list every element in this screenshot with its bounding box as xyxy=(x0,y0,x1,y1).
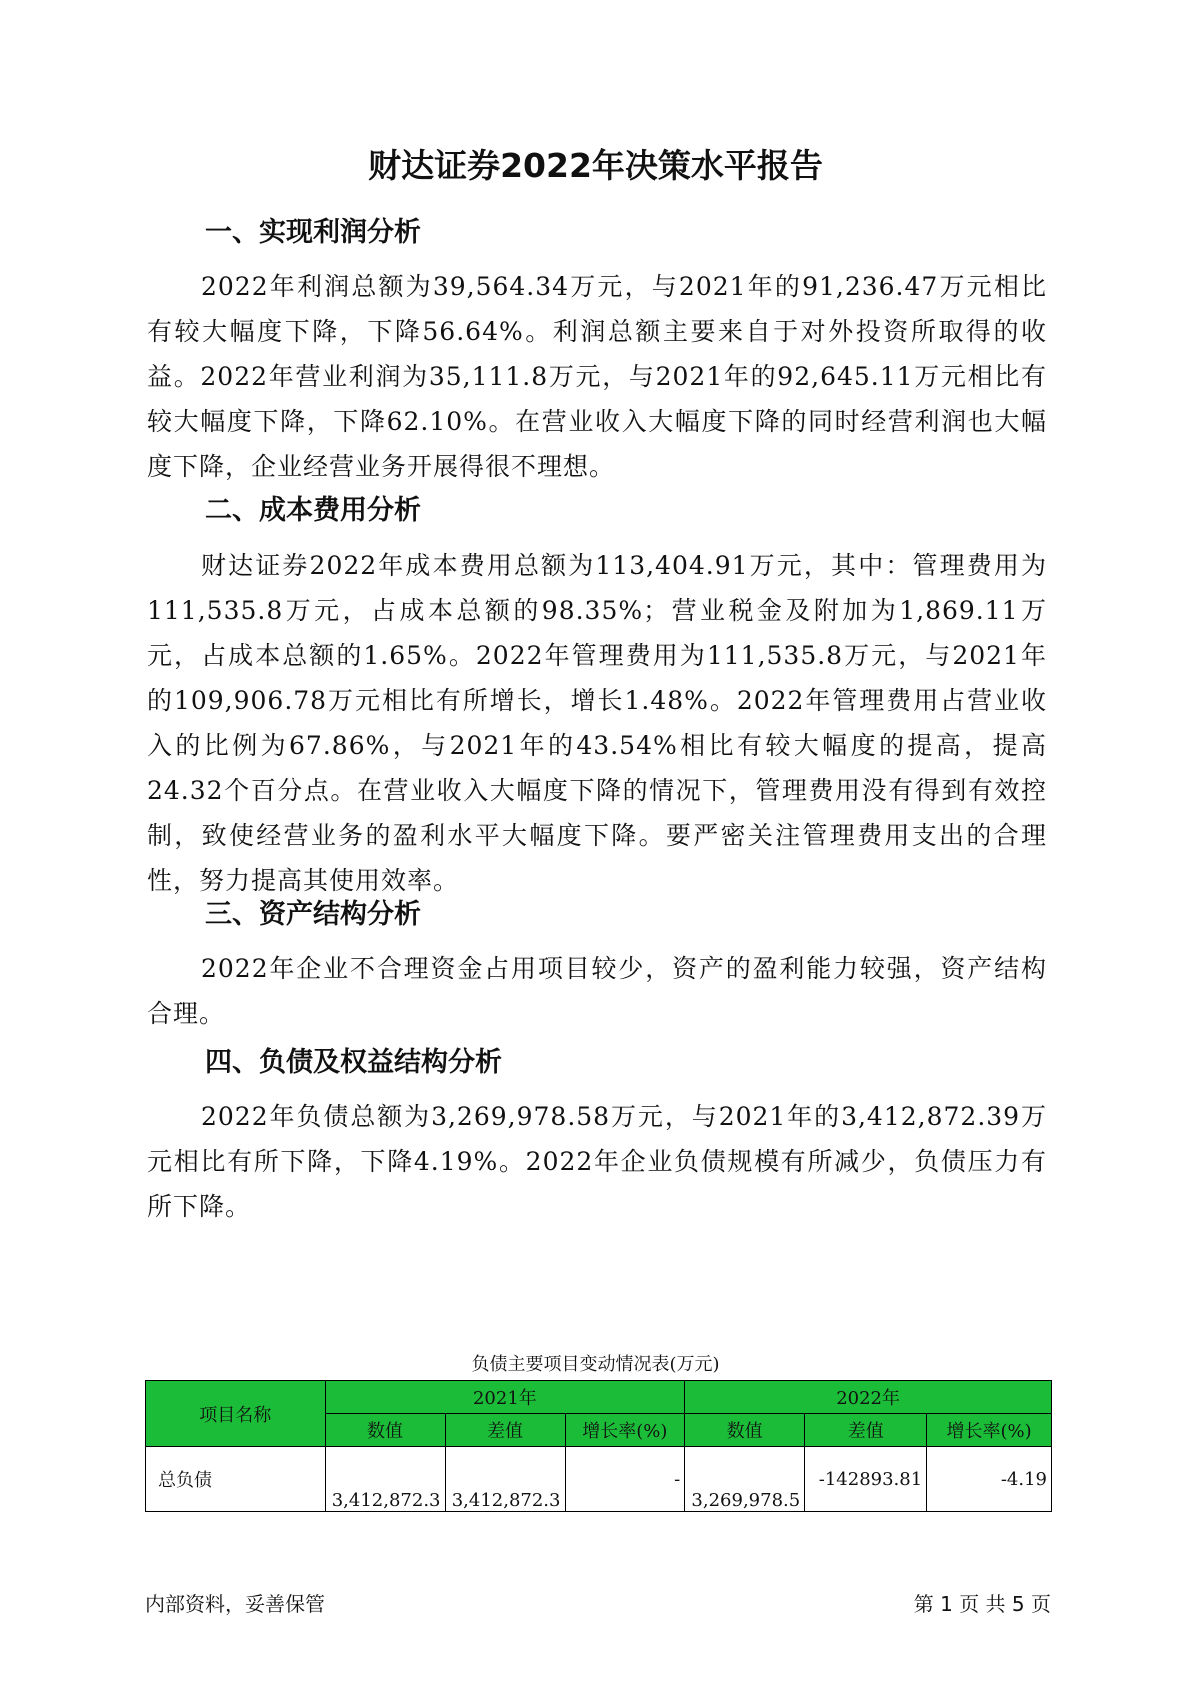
section-heading-cost: 二、成本费用分析 xyxy=(205,495,421,526)
footer-confidential: 内部资料，妥善保管 xyxy=(145,1592,325,1616)
section-heading-profit: 一、实现利润分析 xyxy=(205,217,421,248)
liability-table xyxy=(145,1380,1052,1512)
header-item-name: 项目名称 xyxy=(146,1381,326,1447)
section-heading-liability: 四、负债及权益结构分析 xyxy=(205,1047,502,1078)
header-diff-2022: 差值 xyxy=(805,1414,927,1447)
cell-rate-2021: - xyxy=(565,1447,685,1512)
header-year-2021: 2021年 xyxy=(325,1381,685,1414)
cell-value-2021: 3,412,872.3 xyxy=(325,1447,445,1512)
header-year-2022: 2022年 xyxy=(685,1381,1052,1414)
header-value-2021: 数值 xyxy=(325,1414,445,1447)
section-paragraph-liability: 2022年负债总额为3,269,978.58万元，与2021年的3,412,872.39万元相比有所下降，下降4.19%。2022年企业负债规模有所减少，负债压力有所下降。 xyxy=(147,1102,1047,1221)
header-rate-2021: 增长率(%) xyxy=(565,1414,685,1447)
cell-value-2022: 3,269,978.5 xyxy=(685,1447,805,1512)
section-paragraph-asset: 2022年企业不合理资金占用项目较少，资产的盈利能力较强，资产结构合理。 xyxy=(147,954,1047,1028)
header-rate-2022: 增长率(%) xyxy=(927,1414,1052,1447)
cell-rate-2022: -4.19 xyxy=(927,1447,1052,1512)
footer-page-number: 第 1 页 共 5 页 xyxy=(913,1592,1051,1616)
table-row xyxy=(146,1447,1052,1512)
row-label: 总负债 xyxy=(146,1447,326,1512)
section-paragraph-cost: 财达证券2022年成本费用总额为113,404.91万元，其中：管理费用为111,535.8万元，占成本总额的98.35%；营业税金及附加为1,869.11万元，占成本总额的1.65%。2022年管理费用为111,535.8万元，与2021年的109,906.78万元相比有所增长，增长1.48%。2022年管理费用占营业收入的比例为67.86%，与2021年的43.54%相比有较大幅度的提高，提高24.32个百分点。在营业收入大幅度下降的情况下，管理费用没有得到有效控制，致使经营业务的盈利水平大幅度下降。要严密关注管理费用支出的合理性，努力提高其使用效率。 xyxy=(147,551,1047,895)
header-diff-2021: 差值 xyxy=(445,1414,565,1447)
cell-diff-2021: 3,412,872.3 xyxy=(445,1447,565,1512)
header-value-2022: 数值 xyxy=(685,1414,805,1447)
page-title: 财达证券2022年决策水平报告 xyxy=(368,146,823,185)
table-caption: 负债主要项目变动情况表(万元) xyxy=(471,1354,720,1375)
section-heading-asset: 三、资产结构分析 xyxy=(205,899,421,930)
cell-diff-2022: -142893.81 xyxy=(805,1447,927,1512)
section-paragraph-profit: 2022年利润总额为39,564.34万元，与2021年的91,236.47万元相比有较大幅度下降，下降56.64%。利润总额主要来自于对外投资所取得的收益。2022年营业利润为35,111.8万元，与2021年的92,645.11万元相比有较大幅度下降，下降62.10%。在营业收入大幅度下降的同时经营利润也大幅度下降，企业经营业务开展得很不理想。 xyxy=(147,272,1047,481)
